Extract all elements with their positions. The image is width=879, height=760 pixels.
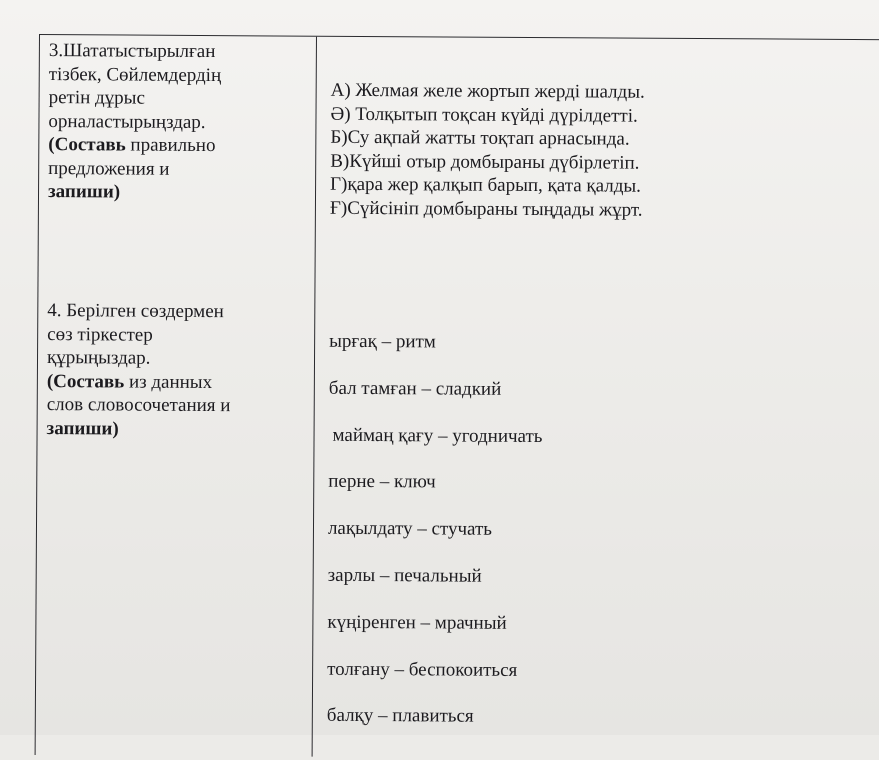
task3-line-4: орналастырыңздар. [48,110,206,133]
task4-word-pairs [327,332,544,754]
task3-ru-line-2: предложения и [48,157,170,180]
exercise-table [35,34,879,760]
task4-ru-text-1: из данных [124,371,213,393]
word-pair: күңіренген – мрачный [327,611,507,634]
task3-line-1: 3.Шататыстырылған [48,40,216,63]
task3-line-2: тізбек, Сөйлемдердің [48,63,222,86]
sentence-v: В)Күйші отыр домбыраны дүбірлетіп. [330,150,640,174]
sentence-b: Б)Су ақпай жатты тоқтап арнасында. [330,126,630,150]
sentence-g: Г)қара жер қалқып барып, қата қалды. [330,174,642,198]
task3-ru-bold-2: запиши) [47,181,121,203]
task4-ru-bold-1: (Составь [46,370,125,393]
word-pair: лақылдату – стучать [327,517,493,540]
word-pair: толғану – беспокоиться [327,658,518,681]
word-pair: перне – ключ [328,471,436,493]
task3-ru-bold-1: (Составь [48,134,126,156]
column-divider [312,37,317,757]
task4-ru-line-1 [47,370,309,395]
task3-ru-line-3 [48,180,310,205]
task3-ru-text-1: правильно [125,134,216,157]
task4-ru-line-2: слов словосочетания и [46,394,231,417]
word-pair: маймаң қағу – угодничать [332,424,543,447]
word-pair: бал тамған – сладкий [328,377,502,400]
task4-line-3: құрыңыздар. [46,347,151,369]
sentence-gh: Ғ)Сүйсініп домбыраны тыңдады жұрт. [329,197,643,221]
task3-ru-line-1 [48,133,310,158]
word-pair: ырғақ – ритм [329,330,436,353]
task3-line-3: ретін дұрыс [48,87,145,109]
word-pair: балқу – плавиться [326,705,474,728]
task3-sentences [330,79,645,222]
task4-line-2: сөз тіркестер [47,323,153,346]
task4-ru-bold-2: запиши) [46,417,119,439]
task4-instructions [47,299,310,442]
task4-ru-line-3 [47,417,309,442]
task4-line-1: 4. Берілген сөздермен [47,300,224,323]
sentence-ae: Ә) Толқытып тоқсан күйді дүрілдетті. [330,103,638,127]
task3-instructions [48,39,311,205]
word-pair: зарлы – печальный [327,564,482,587]
sentence-a: А) Желмая желе жортып жерді шалды. [330,79,645,103]
